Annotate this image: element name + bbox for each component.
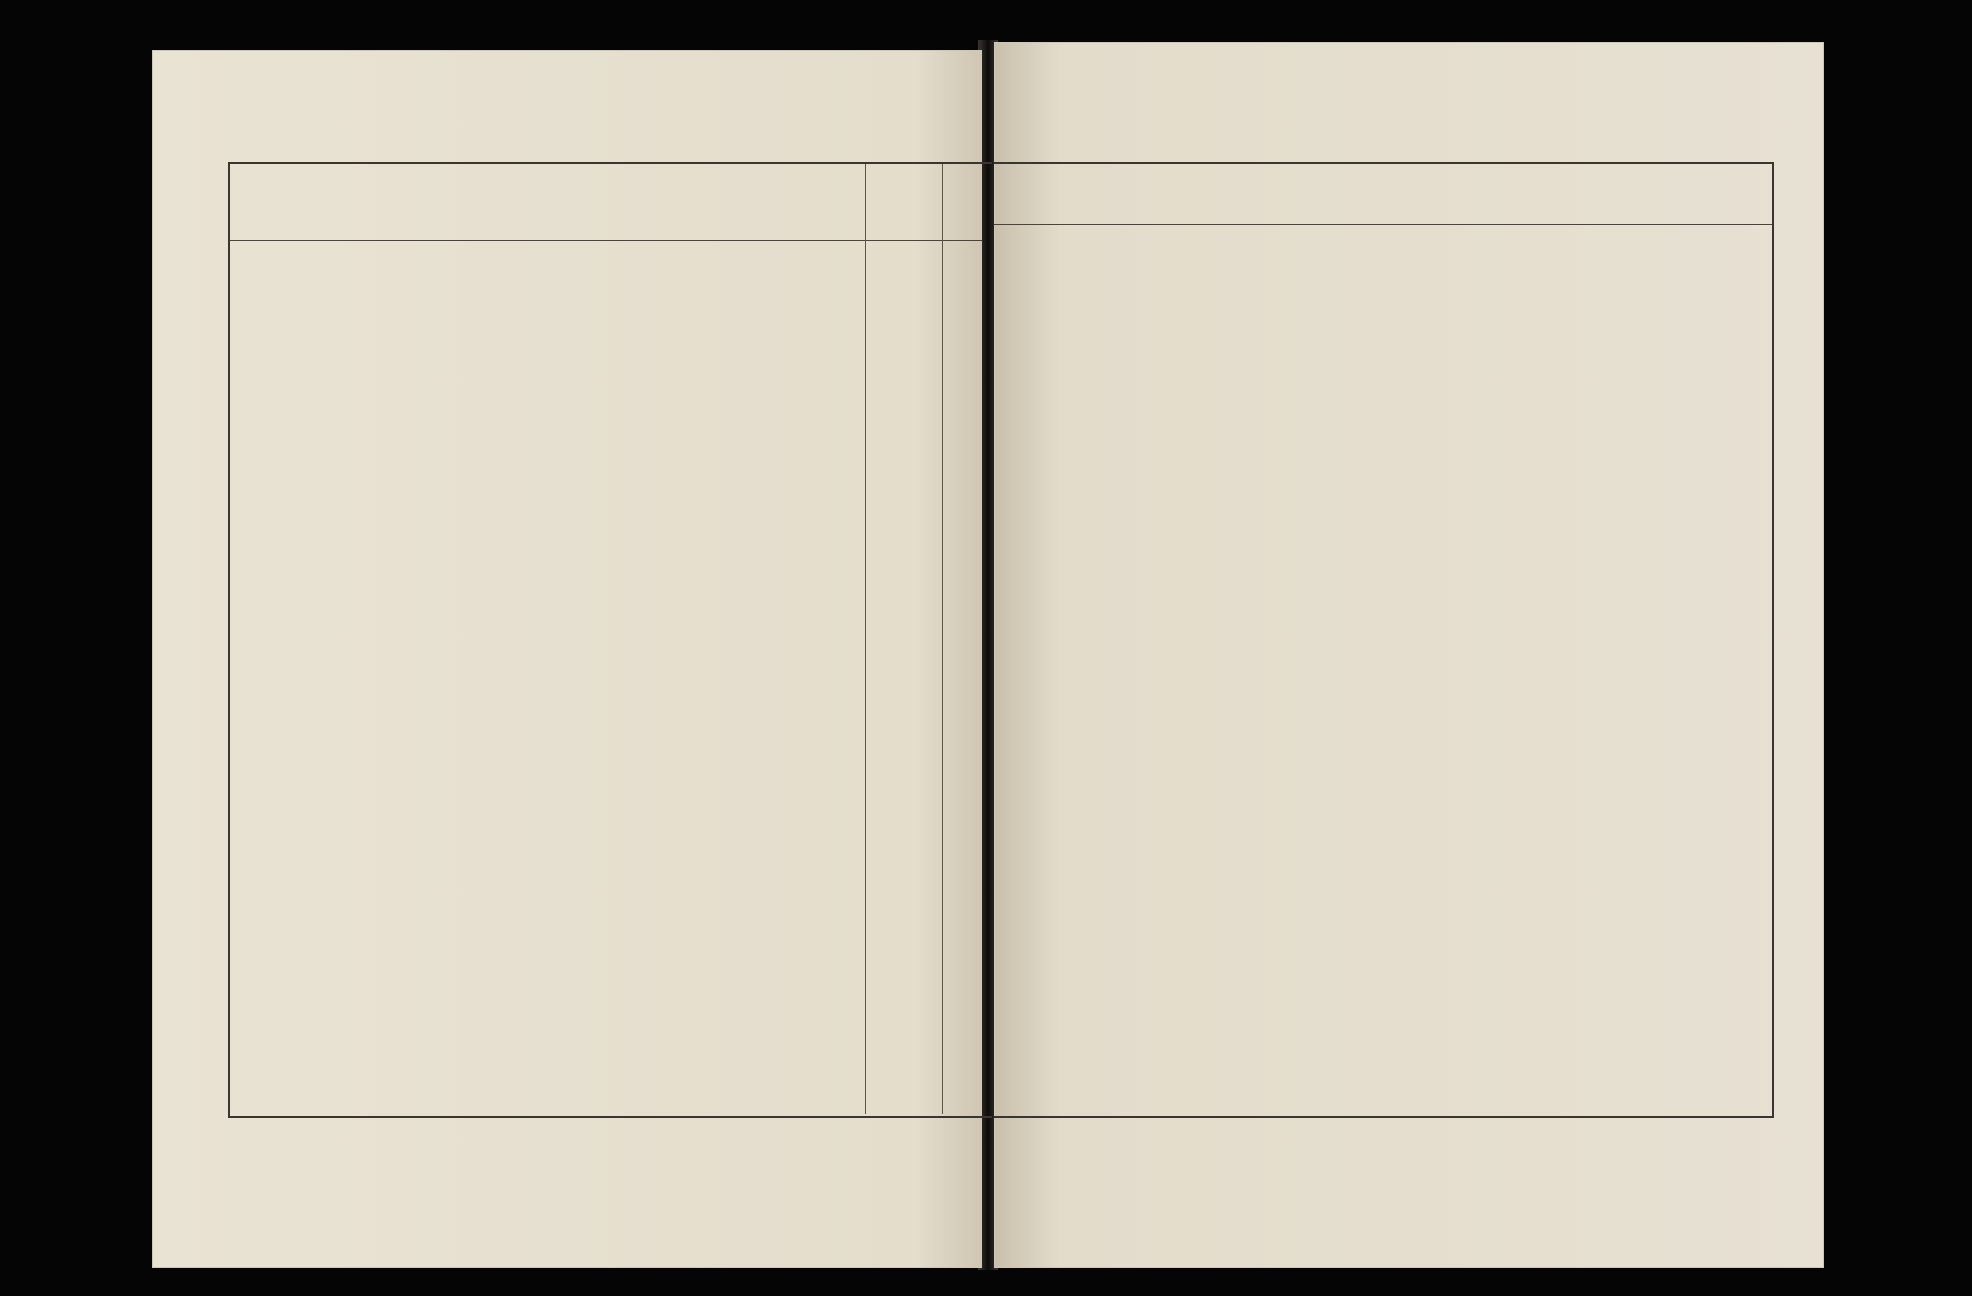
col-divider bbox=[865, 164, 866, 1114]
col-divider bbox=[942, 164, 943, 1114]
right-page bbox=[994, 42, 1824, 1268]
right-table-frame bbox=[994, 162, 1774, 1118]
header-rule bbox=[994, 224, 1772, 225]
header-rule bbox=[230, 240, 982, 241]
left-table-frame bbox=[228, 162, 992, 1118]
left-page bbox=[152, 50, 982, 1268]
